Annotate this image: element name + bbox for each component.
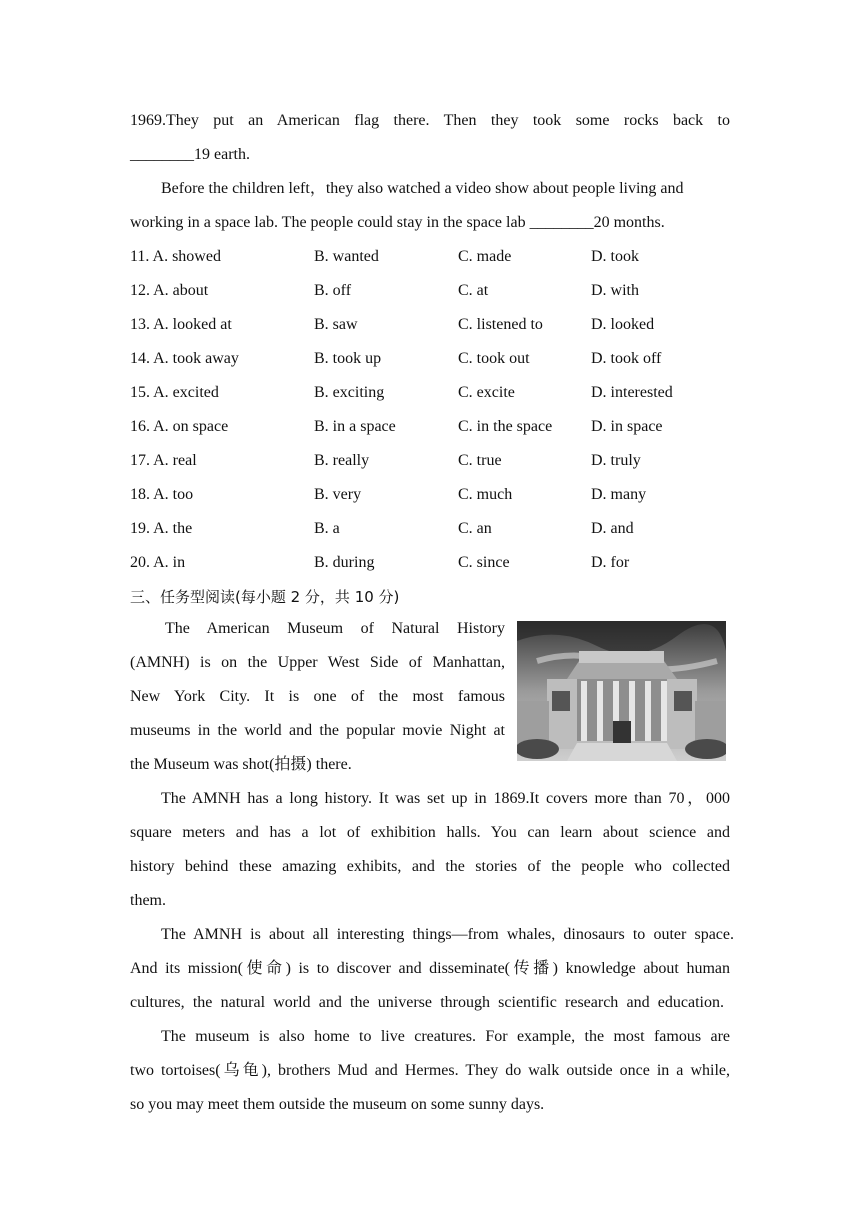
option-a: 19. A. the — [130, 520, 193, 537]
option-d: D. many — [591, 486, 647, 503]
reading-line: The AMNH is about all interesting things—from whales, dinosaurs to outer space. — [161, 926, 734, 943]
option-d: D. and — [591, 520, 634, 537]
option-b: B. saw — [314, 316, 358, 333]
reading-line: cultures, the natural world and the universe through scientific research and education. — [130, 994, 724, 1011]
reading-line: The museum is also home to live creatures. For example, the most famous are — [161, 1028, 730, 1045]
reading-line: two tortoises(乌龟), brothers Mud and Hermes. They do walk outside once in a while, — [130, 1062, 730, 1079]
passage-line: 1969.They put an American flag there. Then they took some rocks back to — [130, 112, 730, 129]
option-c: C. in the space — [458, 418, 553, 435]
option-d: D. with — [591, 282, 639, 299]
reading-line: The AMNH has a long history. It was set up in 1869.It covers more than 70，000 — [161, 790, 730, 807]
reading-line: them. — [130, 892, 166, 909]
option-c: C. since — [458, 554, 510, 571]
option-d: D. in space — [591, 418, 663, 435]
option-b: B. wanted — [314, 248, 379, 265]
reading-line: history behind these amazing exhibits, and the stories of the people who collected — [130, 858, 730, 875]
option-a: 11. A. showed — [130, 248, 221, 265]
reading-line: the Museum was shot(拍摄) there. — [130, 756, 352, 773]
reading-line: (AMNH) is on the Upper West Side of Manhattan, — [130, 654, 505, 671]
option-a: 17. A. real — [130, 452, 197, 469]
option-c: C. an — [458, 520, 492, 537]
option-d: D. truly — [591, 452, 641, 469]
option-c: C. at — [458, 282, 489, 299]
option-c: C. excite — [458, 384, 515, 401]
option-b: B. very — [314, 486, 362, 503]
passage-line: ________19 earth. — [130, 146, 250, 163]
option-c: C. listened to — [458, 316, 543, 333]
option-d: D. took — [591, 248, 639, 265]
option-c: C. much — [458, 486, 513, 503]
option-a: 16. A. on space — [130, 418, 229, 435]
section-heading: 三、任务型阅读(每小题 2 分，共 10 分) — [130, 588, 400, 606]
option-a: 18. A. too — [130, 486, 194, 503]
option-b: B. off — [314, 282, 352, 299]
passage-line: Before the children left，they also watched a video show about people living and — [161, 180, 684, 197]
option-c: C. made — [458, 248, 512, 265]
option-c: C. true — [458, 452, 502, 469]
option-c: C. took out — [458, 350, 530, 367]
option-d: D. took off — [591, 350, 662, 367]
option-d: D. looked — [591, 316, 655, 333]
option-d: D. for — [591, 554, 630, 571]
reading-line: And its mission(使命) is to discover and disseminate(传播) knowledge about human — [130, 960, 730, 977]
option-a: 13. A. looked at — [130, 316, 232, 333]
reading-line: so you may meet them outside the museum on some sunny days. — [130, 1096, 545, 1113]
reading-line: square meters and has a lot of exhibition halls. You can learn about science and — [130, 824, 730, 841]
option-b: B. in a space — [314, 418, 396, 435]
option-d: D. interested — [591, 384, 673, 401]
passage-line: working in a space lab. The people could stay in the space lab ________20 months. — [130, 214, 665, 231]
option-b: B. a — [314, 520, 340, 537]
option-a: 12. A. about — [130, 282, 209, 299]
option-b: B. really — [314, 452, 370, 469]
option-b: B. exciting — [314, 384, 385, 401]
option-b: B. during — [314, 554, 375, 571]
reading-line: New York City. It is one of the most famous — [130, 688, 505, 705]
reading-line: The American Museum of Natural History — [165, 620, 505, 637]
option-a: 15. A. excited — [130, 384, 219, 401]
option-a: 20. A. in — [130, 554, 186, 571]
reading-line: museums in the world and the popular movie Night at — [130, 722, 505, 739]
museum-photo — [517, 621, 726, 761]
option-b: B. took up — [314, 350, 382, 367]
option-a: 14. A. took away — [130, 350, 239, 367]
